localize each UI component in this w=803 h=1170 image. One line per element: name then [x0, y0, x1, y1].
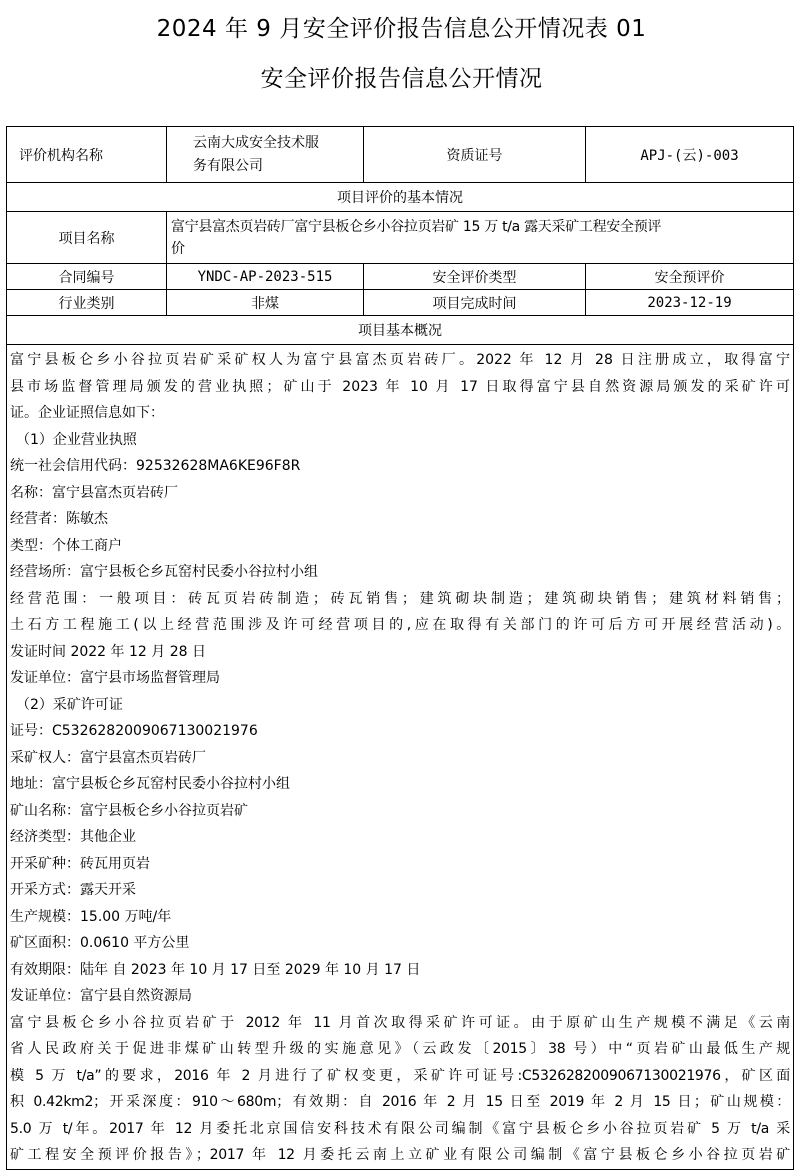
overview-line: 经营者：陈敏杰 [10, 511, 108, 527]
overview-line: 矿山名称：富宁县板仑乡小谷拉页岩矿 [10, 802, 248, 819]
org-value [167, 127, 364, 183]
industry-value: 非煤 [167, 290, 364, 316]
table-row [7, 212, 794, 264]
cert-value: APJ-(云)-003 [586, 127, 794, 183]
cert-label: 资质证号 [364, 127, 586, 183]
eval-type-label: 安全评价类型 [364, 264, 586, 290]
overview-body [7, 345, 794, 1170]
project-value-line: 价 [171, 240, 185, 257]
finish-label: 项目完成时间 [364, 290, 586, 316]
overview-line: 矿工程安全预评价报告》；2017 年 12 月委托云南上立矿业有限公司编制《富宁县板仑乡小谷拉页岩矿 [10, 1147, 790, 1163]
overview-line: 地址：富宁县板仑乡瓦窑村民委小谷拉村小组 [10, 776, 290, 792]
table-row [7, 264, 794, 290]
overview-line: 富宁县板仑乡小谷拉页岩矿采矿权人为富宁县富杰页岩砖厂。2022 年 12 月 28 日注册成立，取得富宁 [10, 352, 790, 368]
section-basic-info: 项目评价的基本情况 [7, 183, 794, 212]
overview-line: 土石方工程施工(以上经营范围涉及许可经营项目的,应在取得有关部门的许可后方可开展经营活动)。 [10, 617, 790, 633]
overview-line: 富宁县板仑乡小谷拉页岩矿于 2012 年 11 月首次取得采矿许可证。由于原矿山生产规模不满足《云南 [10, 1014, 790, 1031]
overview-line: （2）采矿许可证 [16, 696, 123, 713]
org-label: 评价机构名称 [7, 127, 167, 183]
overview-line: 证。企业证照信息如下： [10, 405, 164, 421]
table-row [7, 345, 794, 1170]
contract-value: YNDC-AP-2023-515 [167, 264, 364, 290]
document-title: 2024 年 9 月安全评价报告信息公开情况表 01 [156, 16, 647, 42]
finish-value: 2023-12-19 [586, 290, 794, 316]
overview-line: 省人民政府关于促进非煤矿山转型升级的实施意见》（云政发〔2015〕38 号）中“页岩矿山最低生产规 [10, 1041, 790, 1057]
overview-line: 经营范围：一般项目：砖瓦页岩砖制造；砖瓦销售；建筑砌块制造；建筑砌块销售；建筑材料销售； [10, 590, 790, 607]
overview-line: 发证单位：富宁县市场监督管理局 [10, 670, 220, 686]
overview-line: 类型：个体工商户 [10, 537, 122, 554]
overview-line: 5.0 万 t/年。2017 年 12 月委托北京国信安科技术有限公司编制《富宁县板仑乡小谷拉页岩矿 5 万 t/a 采 [10, 1120, 790, 1137]
section-overview: 项目基本概况 [7, 316, 794, 345]
overview-line: 生产规模：15.00 万吨/年 [10, 908, 172, 925]
overview-line: 发证单位：富宁县自然资源局 [10, 988, 192, 1004]
project-label: 项目名称 [7, 212, 167, 264]
overview-line: 矿区面积：0.0610 平方公里 [10, 935, 190, 951]
overview-line: 经济类型：其他企业 [10, 829, 136, 845]
industry-label: 行业类别 [7, 290, 167, 316]
overview-line: 积 0.42km2；开采深度：910～680m；有效期：自 2016 年 2 月 15 日至 2019 年 2 月 15 日；矿山规模： [10, 1094, 790, 1110]
contract-label: 合同编号 [7, 264, 167, 290]
overview-line: 采矿权人：富宁县富杰页岩砖厂 [10, 749, 206, 766]
overview-line: 开采矿种：砖瓦用页岩 [10, 855, 150, 872]
document-subtitle: 安全评价报告信息公开情况 [260, 66, 543, 92]
overview-line: 县市场监督管理局颁发的营业执照；矿山于 2023 年 10 月 17 日取得富宁县自然资源局颁发的采矿许可 [10, 378, 790, 395]
overview-line: 统一社会信用代码：92532628MA6KE96F8R [10, 458, 301, 474]
overview-line: 有效期限：陆年 自 2023 年 10 月 17 日至 2029 年 10 月 17 日 [10, 961, 421, 978]
info-table [6, 126, 794, 1170]
project-value-line: 富宁县富杰页岩砖厂富宁县板仑乡小谷拉页岩矿 15 万 t/a 露天采矿工程安全预评 [171, 218, 662, 235]
overview-line: 发证时间 2022 年 12 月 28 日 [10, 643, 206, 660]
overview-line: 经营场所：富宁县板仑乡瓦窑村民委小谷拉村小组 [10, 564, 318, 580]
eval-type-value: 安全预评价 [586, 264, 794, 290]
project-value [167, 212, 794, 264]
table-row [7, 290, 794, 316]
overview-line: 模 5 万 t/a”的要求，2016 年 2 月进行了矿权变更，采矿许可证号:C5326282009067130021976，矿区面 [10, 1067, 790, 1084]
table-row [7, 316, 794, 345]
overview-line: 名称：富宁县富杰页岩砖厂 [10, 484, 178, 501]
org-value-line: 云南大成安全技术服 [193, 134, 319, 151]
org-value-line: 务有限公司 [193, 157, 263, 174]
overview-line: （1）企业营业执照 [16, 431, 137, 448]
table-row [7, 183, 794, 212]
overview-line: 开采方式：露天开采 [10, 882, 136, 898]
overview-line: 证号：C5326282009067130021976 [10, 723, 258, 739]
table-row [7, 127, 794, 183]
